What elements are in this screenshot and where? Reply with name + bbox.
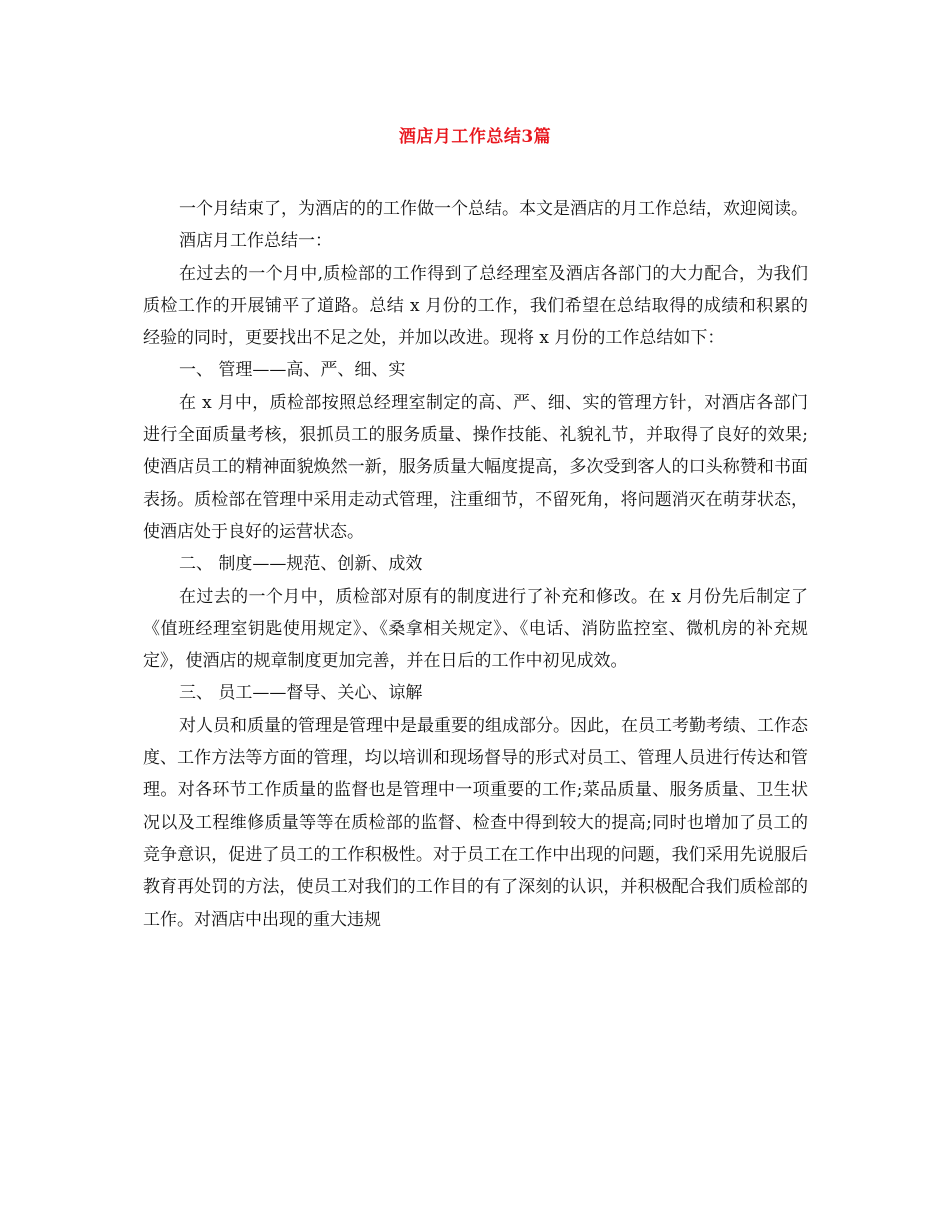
management-paragraph: 在 x 月中，质检部按照总经理室制定的高、严、细、实的管理方针，对酒店各部门进行全面质量考核，狠抓员工的服务质量、操作技能、礼貌礼节，并取得了良好的效果;使酒店员工的精神面貌焕然一新，服务质量大幅度提高，多次受到客人的口头称赞和书面表扬。质检部在管理中采用走动式管理，注重细节，不留死角，将问题消灭在萌芽状态，使酒店处于良好的运营状态。 bbox=[143, 392, 808, 542]
heading-management: 一、 管理——高、严、细、实 bbox=[179, 360, 406, 381]
intro-paragraph: 一个月结束了，为酒店的的工作做一个总结。本文是酒店的月工作总结，欢迎阅读。 bbox=[179, 199, 808, 219]
heading-system: 二、 制度——规范、创新、成效 bbox=[179, 554, 423, 575]
system-paragraph: 在过去的一个月中，质检部对原有的制度进行了补充和修改。在 x 月份先后制定了《值班经理室钥匙使用规定》、《桑拿相关规定》、《电话、消防监控室、微机房的补充规定》，使酒店的规章制度更加完善，并在日后的工作中初见成效。 bbox=[143, 586, 808, 672]
document-body bbox=[143, 193, 808, 936]
heading-staff: 三、 员工——督导、关心、谅解 bbox=[179, 683, 423, 704]
document-title: 酒店月工作总结3篇 bbox=[398, 127, 552, 147]
staff-paragraph: 对人员和质量的管理是管理中是最重要的组成部分。因此，在员工考勤考绩、工作态度、工作方法等方面的管理，均以培训和现场督导的形式对员工、管理人员进行传达和管理。对各环节工作质量的监督也是管理中一项重要的工作;菜品质量、服务质量、卫生状况以及工程维修质量等等在质检部的监督、检查中得到较大的提高;同时也增加了员工的竞争意识，促进了员工的工作积极性。对于员工在工作中出现的问题，我们采用先说服后教育再处罚的方法，使员工对我们的工作目的有了深刻的认识，并积极配合我们质检部的工作。对酒店中出现的重大违规 bbox=[143, 715, 808, 930]
section-heading-summary-one: 酒店月工作总结一： bbox=[179, 231, 332, 252]
overview-paragraph: 在过去的一个月中,质检部的工作得到了总经理室及酒店各部门的大力配合，为我们质检工作的开展铺平了道路。总结 x 月份的工作，我们希望在总结取得的成绩和积累的经验的同时，更要找出不足之处，并加以改进。现将 x 月份的工作总结如下： bbox=[143, 263, 808, 349]
